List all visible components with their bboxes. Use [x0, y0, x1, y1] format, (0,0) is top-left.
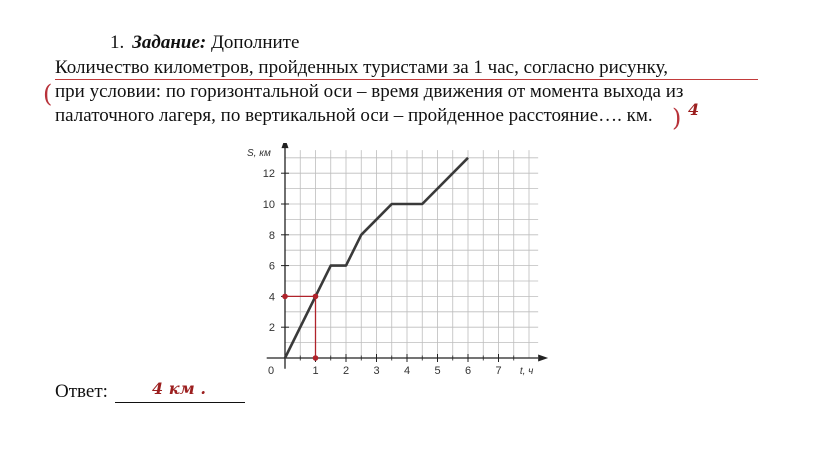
handwritten-underline [55, 79, 758, 80]
distance-time-chart [230, 143, 550, 388]
question-line-2: при условии: по горизонтальной оси – время движения от момента выхода из [55, 81, 684, 102]
x-tick-label: 4 [403, 365, 411, 377]
y-tick-label: 6 [268, 260, 275, 273]
annotation-point-y [282, 294, 288, 300]
chart-axes [267, 143, 548, 369]
x-tick-label: 2 [342, 365, 350, 377]
x-axis-arrow [538, 355, 548, 362]
x-tick-label: 6 [464, 365, 472, 377]
question-line-3-end: …. км. [598, 105, 653, 126]
answer-label: Ответ: [55, 381, 108, 402]
x-tick-label: 7 [495, 365, 502, 377]
x-tick-label: 0 [267, 365, 275, 377]
x-tick-label: 1 [312, 365, 319, 377]
x-axis-label: t, ч [519, 366, 534, 377]
question-line-1: Количество километров, пройденных туристами за 1 час, согласно рисунку, [55, 57, 668, 78]
x-tick-label: 3 [373, 365, 380, 377]
handwritten-answer: 4 км . [152, 379, 206, 398]
question-line-3 [55, 105, 653, 127]
x-tick-label: 5 [434, 365, 441, 377]
y-tick-label: 12 [262, 168, 275, 181]
chart-grid [285, 150, 538, 358]
handwritten-open-paren: ( [43, 80, 53, 108]
task-verb: Дополните [210, 32, 300, 53]
y-tick-label: 8 [268, 229, 275, 242]
annotation-point [313, 294, 319, 300]
y-tick-label: 10 [262, 199, 275, 211]
y-tick-label: 4 [268, 291, 275, 304]
y-axis-arrow [282, 143, 289, 148]
answer-blank-line [115, 402, 245, 403]
task-label: Задание: [132, 32, 207, 53]
task-heading [110, 32, 299, 54]
handwritten-fill-value: 4 [688, 100, 700, 119]
annotation-point-x [313, 355, 319, 361]
y-tick-label: 2 [268, 322, 275, 335]
task-number: 1. [110, 32, 125, 53]
question-line-3-start: палаточного лагеря, по вертикальной оси – пройденное расстояние [55, 105, 599, 126]
handwritten-close-paren: ) [672, 104, 682, 132]
y-axis-label: S, км [247, 148, 271, 159]
